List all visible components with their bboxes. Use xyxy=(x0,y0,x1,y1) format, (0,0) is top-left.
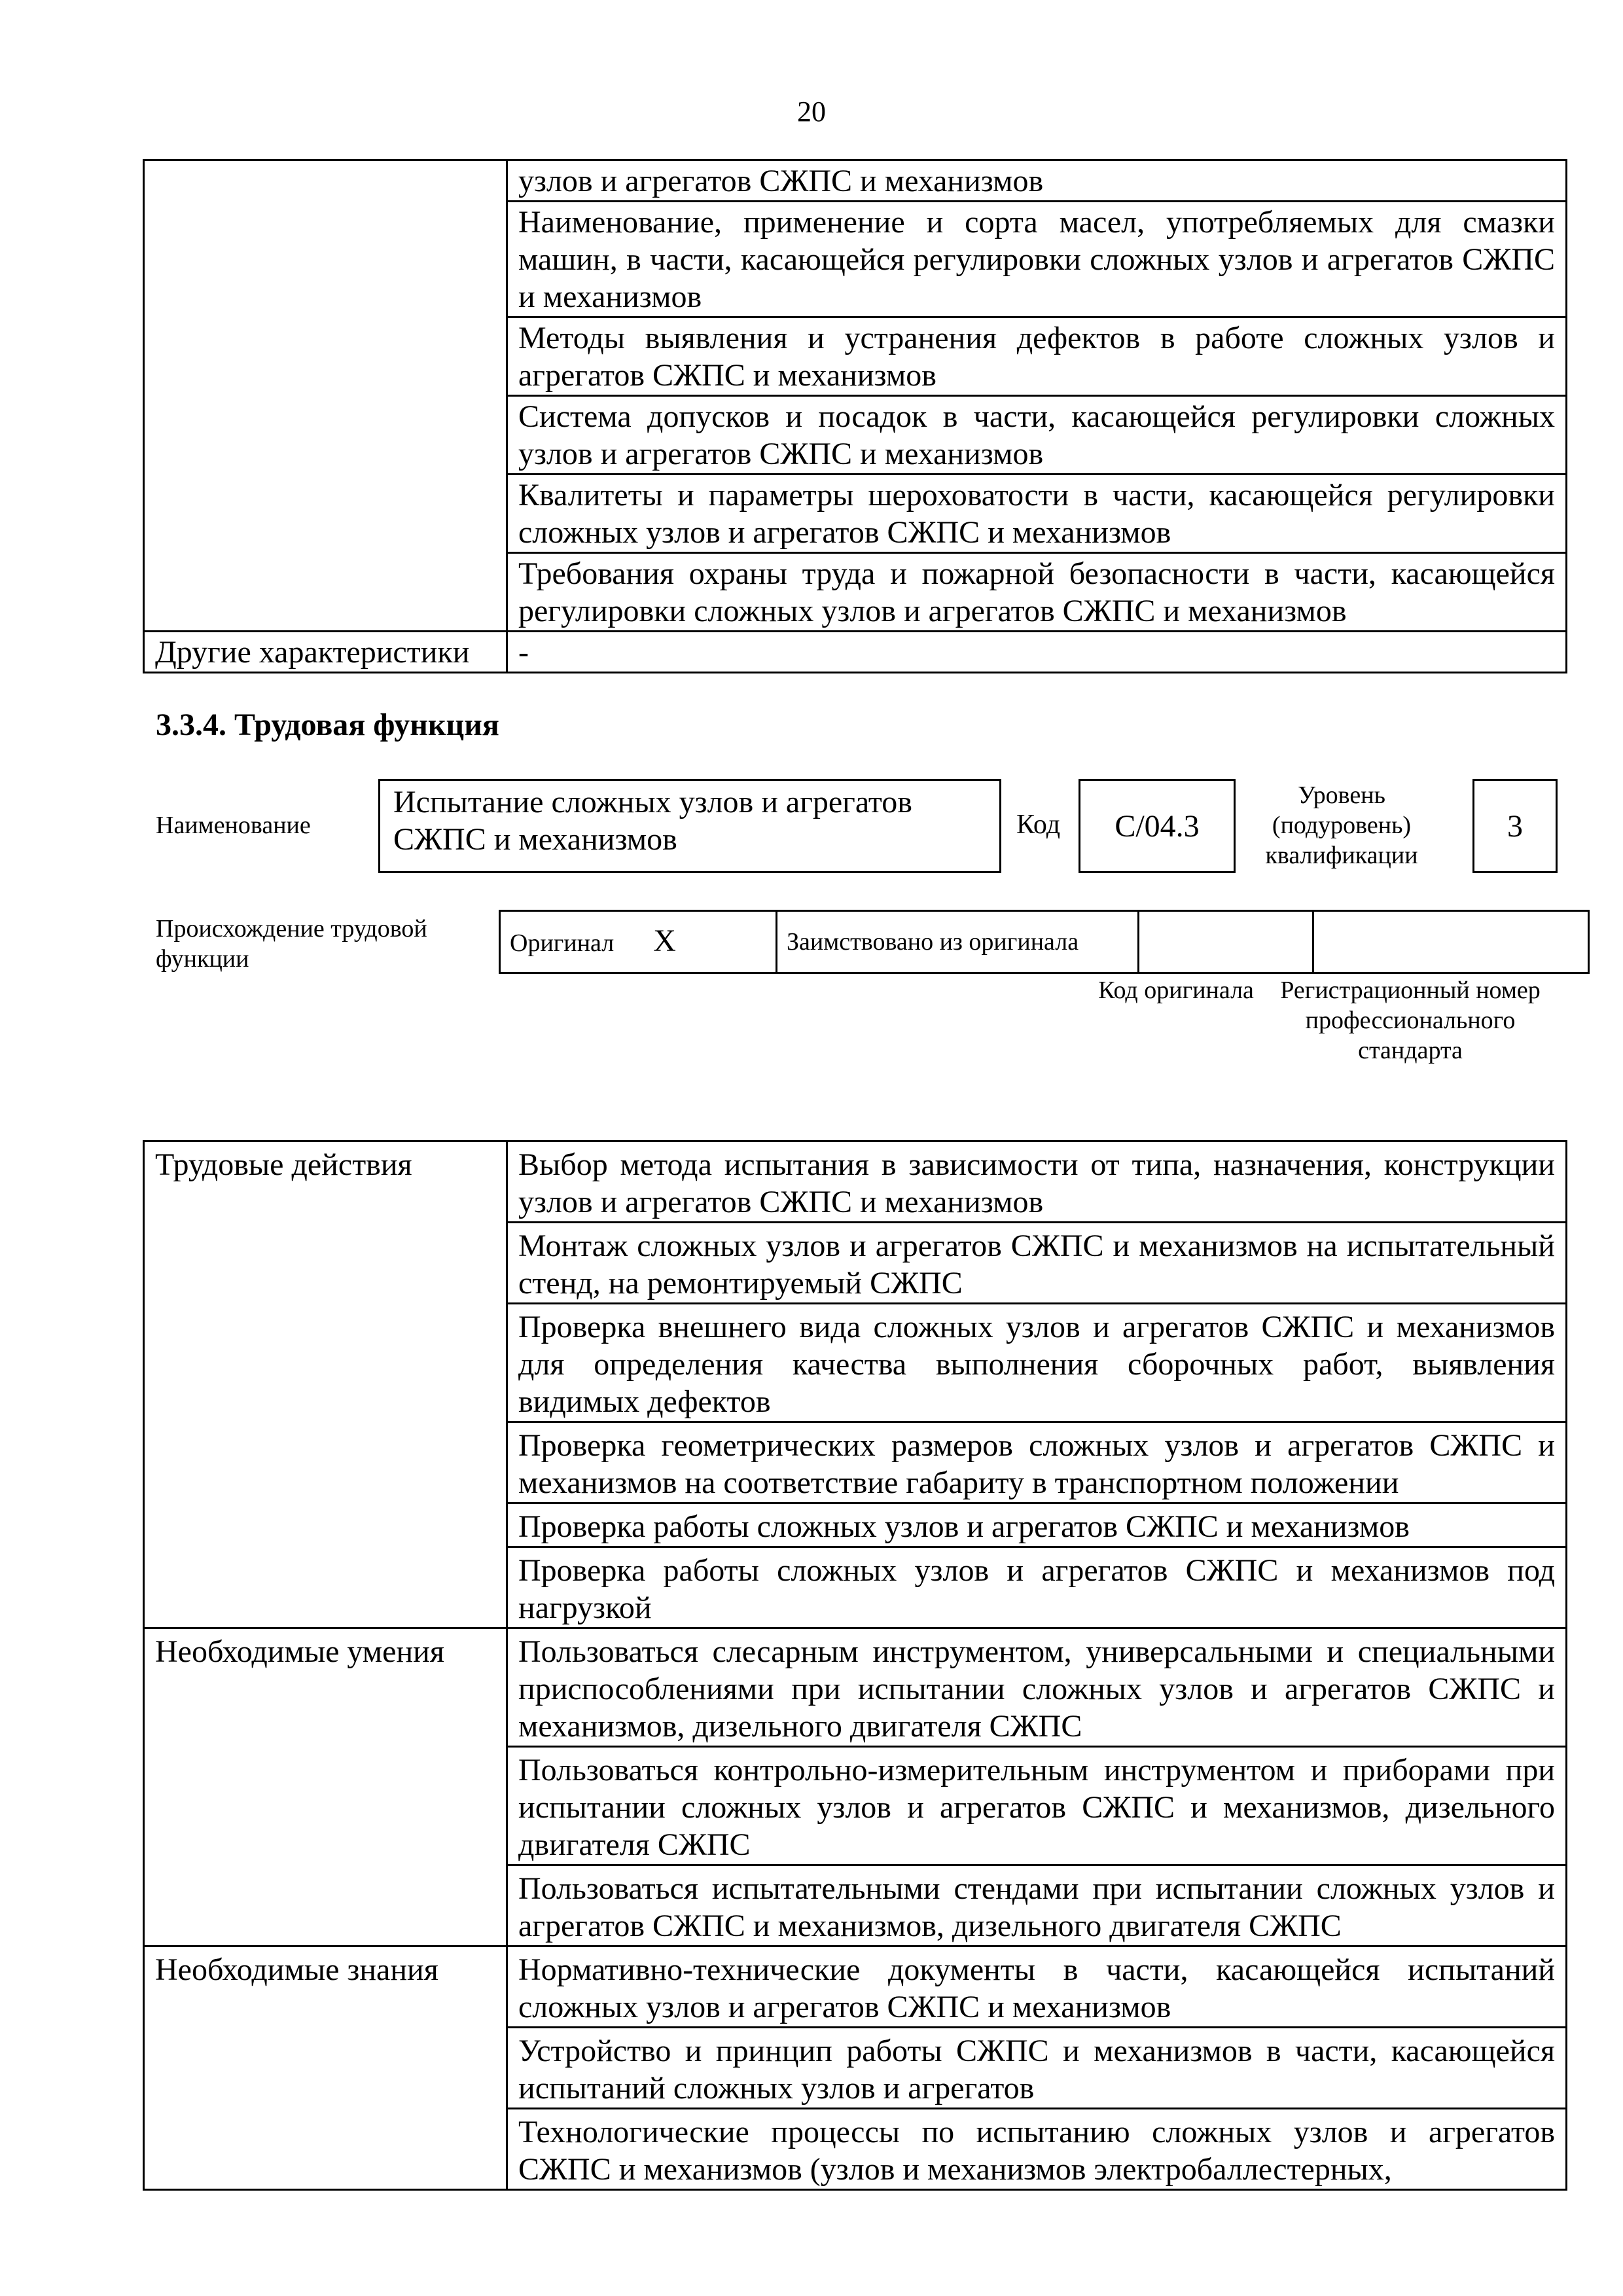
name-label: Наименование xyxy=(156,812,311,839)
group-item: Проверка геометрических размеров сложных узлов и агрегатов СЖПС и механизмов на соответствие габариту в транспортном положении xyxy=(507,1422,1567,1503)
original-cell xyxy=(500,911,777,973)
function-code: С/04.3 xyxy=(1115,808,1200,844)
table-row xyxy=(144,1946,1567,2028)
group-label: Необходимые знания xyxy=(144,1946,507,2190)
borrowed-label: Заимствовано из оригинала xyxy=(787,928,1079,956)
row-text: Методы выявления и устранения дефектов в работе сложных узлов и агрегатов СЖПС и механизмов xyxy=(507,317,1567,396)
origin-label: Происхождение трудовой функции xyxy=(156,915,427,973)
group-item: Проверка работы сложных узлов и агрегатов СЖПС и механизмов под нагрузкой xyxy=(507,1547,1567,1628)
group-item: Монтаж сложных узлов и агрегатов СЖПС и механизмов на испытательный стенд, на ремонтируемый СЖПС xyxy=(507,1223,1567,1304)
original-mark: X xyxy=(653,923,676,958)
table-row xyxy=(144,1628,1567,1747)
group-item: Технологические процессы по испытанию сложных узлов и агрегатов СЖПС и механизмов (узлов и механизмов электробаллестерных, xyxy=(507,2109,1567,2190)
row-text: Требования охраны труда и пожарной безопасности в части, касающейся регулировки сложных узлов и агрегатов СЖПС и механизмов xyxy=(507,553,1567,632)
level-box xyxy=(1472,779,1558,873)
function-name-box xyxy=(378,779,1001,873)
function-details-table xyxy=(143,1140,1567,2191)
group-item: Выбор метода испытания в зависимости от типа, назначения, конструкции узлов и агрегатов СЖПС и механизмов xyxy=(507,1141,1567,1223)
table-row xyxy=(144,632,1567,673)
page-number: 20 xyxy=(797,96,826,128)
group-item: Проверка работы сложных узлов и агрегатов СЖПС и механизмов xyxy=(507,1503,1567,1547)
code-label: Код xyxy=(1016,810,1061,840)
group-item: Пользоваться испытательными стендами при испытании сложных узлов и агрегатов СЖПС и механизмов, дизельного двигателя СЖПС xyxy=(507,1865,1567,1946)
row-text: Система допусков и посадок в части, касающейся регулировки сложных узлов и агрегатов СЖПС и механизмов xyxy=(507,396,1567,475)
function-name: Испытание сложных узлов и агрегатов СЖПС и механизмов xyxy=(393,785,912,857)
group-item: Нормативно-технические документы в части, касающейся испытаний сложных узлов и агрегатов СЖПС и механизмов xyxy=(507,1946,1567,2028)
table-row xyxy=(144,1141,1567,1223)
original-code-cell xyxy=(1139,911,1313,973)
group-item: Устройство и принцип работы СЖПС и механизмов в части, касающейся испытаний сложных узлов и агрегатов xyxy=(507,2028,1567,2109)
group-label: Необходимые умения xyxy=(144,1628,507,1946)
row-text: узлов и агрегатов СЖПС и механизмов xyxy=(507,160,1567,202)
row-text: - xyxy=(507,632,1567,673)
row-text: Квалитеты и параметры шероховатости в части, касающейся регулировки сложных узлов и агрегатов СЖПС и механизмов xyxy=(507,475,1567,553)
section-heading: 3.3.4. Трудовая функция xyxy=(156,708,499,742)
borrowed-cell xyxy=(777,911,1139,973)
original-label: Оригинал xyxy=(510,929,615,957)
reg-number-cell xyxy=(1313,911,1589,973)
group-label: Трудовые действия xyxy=(144,1141,507,1628)
knowledge-table-continued xyxy=(143,159,1567,673)
reg-number-caption: Регистрационный номер профессионального стандарта xyxy=(1280,977,1541,1064)
row-text: Наименование, применение и сорта масел, употребляемых для смазки машин, в части, касающейся регулировки сложных узлов и агрегатов СЖПС и механизмов xyxy=(507,202,1567,317)
function-code-box xyxy=(1079,779,1236,873)
group-item: Пользоваться слесарным инструментом, универсальными и специальными приспособлениями при испытании сложных узлов и агрегатов СЖПС и механизмов, дизельного двигателя СЖПС xyxy=(507,1628,1567,1747)
level-label: Уровень (подуровень) квалификации xyxy=(1265,781,1418,869)
origin-table xyxy=(499,910,1590,974)
group-item: Пользоваться контрольно-измерительным инструментом и приборами при испытании сложных узлов и агрегатов СЖПС и механизмов, дизельного двигателя СЖПС xyxy=(507,1747,1567,1865)
original-code-caption: Код оригинала xyxy=(1098,977,1254,1004)
level-value: 3 xyxy=(1507,808,1523,844)
row-label xyxy=(144,160,507,632)
row-label: Другие характеристики xyxy=(144,632,507,673)
group-item: Проверка внешнего вида сложных узлов и агрегатов СЖПС и механизмов для определения качества выполнения сборочных работ, выявления видимых дефектов xyxy=(507,1304,1567,1422)
table-row xyxy=(144,160,1567,202)
